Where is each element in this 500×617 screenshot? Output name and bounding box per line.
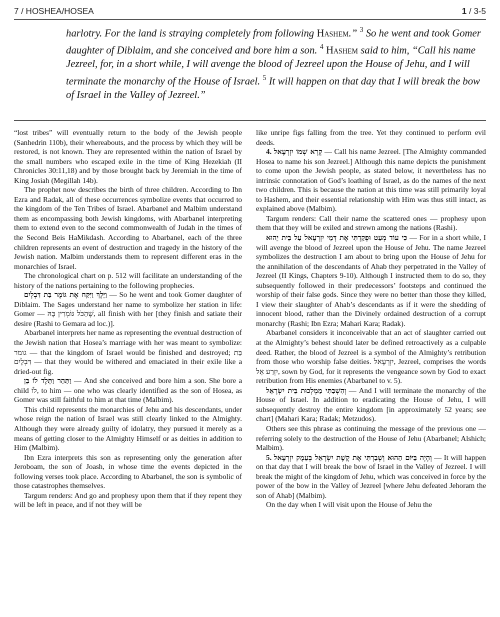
commentary-text: — And she conceived and bore him a son. She bore a child לוֹ, to him — one who was clearly identified as the son of Hosea, as Gomer was still faithful to him at that time (Malbim). xyxy=(14,376,243,405)
hebrew-lemma: קְרָא שְׁמוֹ יִזְרְעֶאל xyxy=(273,147,323,157)
commentary-text: — And I will terminate the monarchy of the House of Israel. In addition to eradicating the House of Jehu, I will subsequently destroy the entire kingdom [in approximately 52 years; see chart] (Mahari Kara; Radak; Metzudos). xyxy=(256,385,486,424)
commentary-paragraph xyxy=(256,453,486,501)
commentary-column-right xyxy=(256,128,486,510)
verse-number: 5 xyxy=(262,73,267,82)
chapter-verse-range xyxy=(462,6,486,16)
commentary-paragraph: like unripe figs falling from the tree. Yet they continued to perform evil deeds. xyxy=(256,128,486,147)
commentary-paragraph: “lost tribes” will eventually return to the body of the Jewish people (Sanhedrin 110b), their whereabouts, and the process by which they will be restored, is not known. They are represented within the nation of Israel by the small numbers who escaped exile in the time of King Hezekiah (II Chronicles 30:11,18) and by those brought back by Jeremiah in the time of King Josiah (Megillah 14b). xyxy=(14,128,242,185)
translation-text: said to him, “Call his name Jezreel, for, in a short while, I will avenge the blood of Jezreel upon the House of Jehu, and I will terminate the monarchy of the House of Israel. xyxy=(66,45,476,88)
commentary-paragraph xyxy=(14,376,242,405)
translation-block xyxy=(66,24,486,102)
commentary-paragraph: Targum renders: Call their name the scattered ones — prophesy upon them that they will be exiled and strewn among the nations (Rashi). xyxy=(256,213,486,233)
translation-rule xyxy=(14,120,486,121)
translation-text: harlotry. For the land is straying completely from following xyxy=(66,28,317,40)
verse-number: 4 xyxy=(319,43,324,52)
commentary-paragraph: The chronological chart on p. 512 will facilitate an understanding of the history of the nations pertaining to the following prophecies. xyxy=(14,271,242,290)
commentary-text: — For in a short while, I will avenge the blood of Jezreel upon the House of Jehu. The name Jezreel symbolizes the destruction I am about to bring upon the House of Jehu for the annihilation of the descendants of Ahab they perpetrated in the Valley of Jezreel (II Kings, Chapters 9-10). Although I instructed them to do so, they subsequently followed in their predecessors’ footsteps and continued the worship of their false gods. Since they were no better than those they killed, I view their slaughter of Ahab’s descendants as if it were the shedding of innocent blood, rather than the Divinely ordained destruction of a corrupt monarchy (Rashi; Ibn Ezra; Mahari Kara; Radak). xyxy=(256,233,486,328)
commentary-paragraph xyxy=(256,233,486,328)
verse-marker: 5. xyxy=(266,452,272,462)
verse-number: 3 xyxy=(359,26,364,34)
commentary-text: — It will happen on that day that I will break the bow of Israel in the Valley of Jezreel. I will break the might of the kingdom of Jehu, which was conceived in force by the power of the bow in the Valley of Jezreel [where Jehu defeated Jehoram the son of Ahab] (Malbim). xyxy=(256,452,487,500)
commentary-text: — Call his name Jezreel. [The Almighty commanded Hosea to name his son Jezreel.] Although this name depicts the punishment to come upon the Jewish people, as stated below, it nevertheless has no intrinsic connotation of God’s loathing of Israel, as do the names of the next two children. This is because the nation at this time was still primarily loyal to Hashem, and their essential relationship with Him was thus still intact, as explained above (Malbim). xyxy=(256,147,486,214)
hebrew-lemma: וְהָיָה בַּיּוֹם הַהוּא וְשָׁבַרְתִּי אֶת קֶשֶׁת יִשְׂרָאֵל בְּעֵמֶק יִזְרְעֶאל xyxy=(273,452,432,462)
chapter-number: 1 xyxy=(461,6,467,16)
divine-name: Hashem xyxy=(325,45,358,57)
hebrew-lemma: כִּי עוֹד מְעַט וּפָקַדְתִּי אֶת דְּמֵי יִזְרְעֶאל עַל בֵּית יֵהוּא xyxy=(266,233,408,243)
translation-text: It will happen on that day that I will break the bow of Israel in the Valley of Jezreel.” xyxy=(66,76,480,101)
hebrew-lemma: וְהִשְׁבַּתִּי מַמְלְכוּת בֵּית יִשְׂרָאֵל xyxy=(266,385,347,395)
commentary-paragraph xyxy=(256,147,486,214)
verse-marker: 4. xyxy=(266,147,272,157)
running-head: 7 / HOSHEA/HOSEA xyxy=(14,6,94,16)
commentary-paragraph: This child represents the monarchies of Jehu and his descendants, under whose reign the nation of Israel was still clearly linked to the Almighty. Although they were already guilty of idolatry, they pursued it merely as a means of getting closer to the Almighty Himself or as deities in addition to Him (Malbim). xyxy=(14,404,242,453)
commentary-column-left xyxy=(14,128,242,510)
translation-text: .” xyxy=(348,28,360,40)
commentary-paragraph: The prophet now describes the birth of three children. According to Ibn Ezra and Radak, all of these occurrences symbolize events that occurred to the kingdom of the Ten Tribes of Israel. Abarbanel and Malbim understand them as encompassing both Jewish kingdoms, with Abarbanel interpreting them to extend even to the second commonwealth of Judah in the times of the Second Beis HaMikdash. According to Abarbanel, each of the three children represents an event of destruction and tragedy in the history of the Jewish nation. Malbim understands them to represent different eras in the monarchies of Israel. xyxy=(14,185,242,271)
divine-name: Hashem xyxy=(316,28,349,40)
commentary-paragraph: Ibn Ezra interprets this son as representing only the generation after Jeroboam, the son of Joash, in whose time the events depicted in the following verses took place. According to Abarbanel, the son is symbolic of those catastrophes themselves. xyxy=(14,452,242,491)
translation-text: So he went and took Gomer daughter of Diblaim, and she conceived and bore him a son. xyxy=(66,28,481,57)
header-rule xyxy=(14,19,486,20)
page-header xyxy=(14,4,486,18)
hebrew-lemma: וַיֵּלֶךְ וַיִּקַּח אֶת גּוֹמֶר בַּת דִּבְלָיִם xyxy=(24,290,108,300)
commentary-paragraph: Others see this phrase as continuing the message of the previous one — referring solely to the destruction of the House of Jehu (Abarbanel; Alshich; Malbim). xyxy=(256,423,486,453)
commentary-paragraph: On the day when I will visit upon the House of Jehu the xyxy=(266,500,433,510)
hebrew-lemma: וַתַּהַר וַתֵּלֶד לוֹ בֵּן xyxy=(24,376,72,386)
commentary-paragraph xyxy=(256,386,486,424)
commentary-text: — So he went and took Gomer daughter of Diblaim. The Sages understand her name to symbolize her station in life: Gomer — שֶׁהַכֹּל גּוֹמְרִין בָּהּ, all finish with her [they finish and satiate their desire (Rashi to Gemara ad loc.)]. xyxy=(14,290,243,328)
commentary-paragraph: Abarbanel interprets her name as representing the eventual destruction of the Jewish nation that Hosea’s marriage with her was meant to symbolize: גומר — that the kingdom of Israel would be finished and destroyed; בַּת דִּבְלָיִם — that they would be withered and emaciated in their exile like a dried-out fig. xyxy=(14,328,242,376)
verse-range: / 3-5 xyxy=(466,6,486,16)
commentary-paragraph: Targum renders: And go and prophesy upon them that if they repent they will be left in peace, and if not they will be xyxy=(14,490,242,510)
commentary-paragraph: Abarbanel considers it inconceivable that an act of slaughter carried out at the Almighty’s behest should later be defined retroactively as a culpable deed. Rather, the blood of Jezreel is a symbol of the Almighty’s retribution from those who worship false deities. יִזְרְעֶאל, Jezreel, comprises the words יִזְרַע אֵל, sown by God, for it represents the vengeance sown by God to exact retribution from His enemies (Abarbanel to v. 5). xyxy=(256,328,486,386)
commentary-paragraph xyxy=(14,290,242,328)
